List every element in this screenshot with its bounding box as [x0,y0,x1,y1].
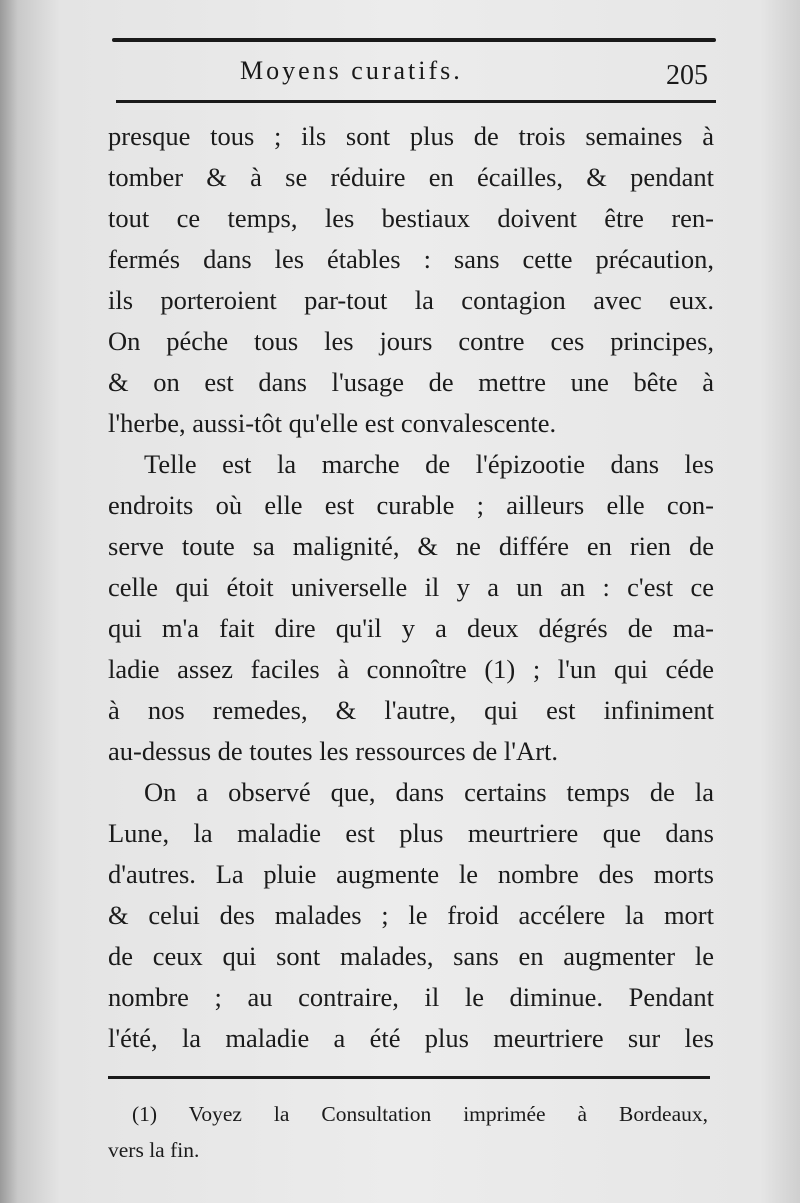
text-line: de ceux qui sont malades, sans en augmenter le [108,941,714,971]
text-line: Telle est la marche de l'épizootie dans les [144,449,714,479]
text-line: Lune, la maladie est plus meurtriere que dans [108,818,714,848]
text-line: au-dessus de toutes les ressources de l'Art. [108,736,559,766]
text-line: tomber & à se réduire en écailles, & pendant [108,162,714,192]
footnote [108,1096,708,1168]
text-line: d'autres. La pluie augmente le nombre des morts [108,859,714,889]
text-line: celle qui étoit universelle il y a un an : c'est ce [108,572,714,602]
text-line: tout ce temps, les bestiaux doivent être ren- [108,203,714,233]
page-number: 205 [666,60,708,91]
text-line: fermés dans les étables : sans cette précaution, [108,244,714,274]
text-line: l'été, la maladie a été plus meurtriere sur les [108,1023,714,1053]
running-title: Moyens curatifs. [240,56,463,85]
text-line: presque tous ; ils sont plus de trois semaines à [108,121,714,151]
text-line: à nos remedes, & l'autre, qui est infiniment [108,695,714,725]
text-line: l'herbe, aussi-tôt qu'elle est convalescente. [108,408,557,438]
footnote-rule [108,1076,710,1079]
text-line: ladie assez faciles à connoître (1) ; l'un qui céde [108,654,714,684]
footnote-line: vers la fin. [108,1138,200,1162]
text-line: & celui des malades ; le froid accélere la mort [108,900,714,930]
text-line: serve toute sa malignité, & ne différe en rien de [108,531,714,561]
footnote-line: (1) Voyez la Consultation imprimée à Bordeaux, [132,1102,708,1126]
header-rule [116,100,716,103]
body-text [108,116,714,1059]
text-line: On péche tous les jours contre ces principes, [108,326,714,356]
text-line: nombre ; au contraire, il le diminue. Pendant [108,982,714,1012]
text-line: ils porteroient par-tout la contagion avec eux. [108,285,714,315]
text-line: endroits où elle est curable ; ailleurs elle con- [108,490,714,520]
text-line: & on est dans l'usage de mettre une bête à [108,367,714,397]
text-line: qui m'a fait dire qu'il y a deux dégrés de ma- [108,613,714,643]
top-rule [112,38,716,42]
text-line: On a observé que, dans certains temps de la [144,777,714,807]
